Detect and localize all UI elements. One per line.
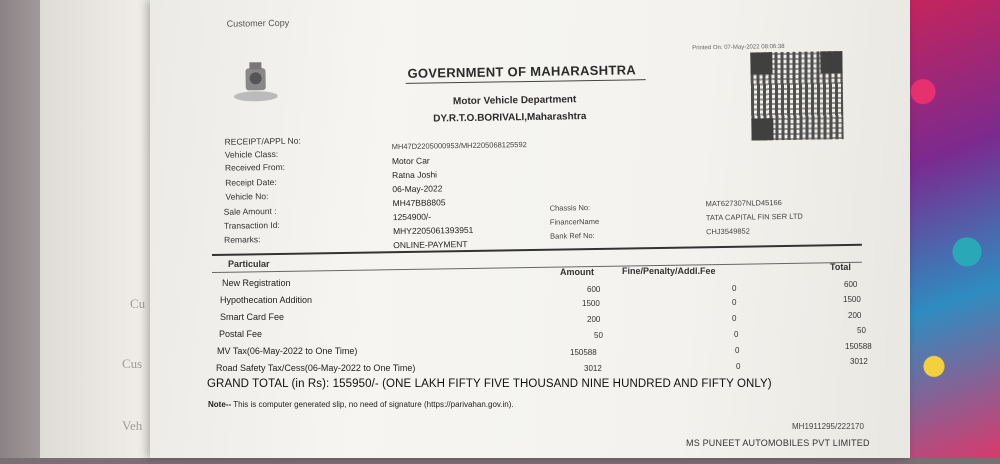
note-prefix: Note-- bbox=[208, 400, 232, 409]
particular-cell: Smart Card Fee bbox=[220, 312, 285, 322]
amount-cell: 200 bbox=[587, 315, 601, 324]
total-cell: 150588 bbox=[845, 342, 872, 351]
qr-code-icon bbox=[750, 51, 843, 140]
reference-number: MH1911295/222170 bbox=[792, 422, 864, 431]
vehicle-class-value: Motor Car bbox=[391, 155, 430, 167]
office-title: DY.R.T.O.BORIVALI,Maharashtra bbox=[433, 111, 587, 125]
total-cell: 50 bbox=[857, 326, 866, 335]
receipt-no-label: RECEIPT/APPL No: bbox=[224, 135, 301, 147]
computer-generated-note bbox=[208, 400, 514, 409]
chassis-no-label: Chassis No: bbox=[549, 203, 591, 213]
transaction-id-value: MHY2205061393951 bbox=[392, 224, 474, 237]
col-header-total: Total bbox=[830, 262, 851, 272]
fine-cell: 0 bbox=[732, 284, 737, 293]
particular-cell: Hypothecation Addition bbox=[220, 295, 313, 305]
remarks-value: ONLINE-PAYMENT bbox=[393, 238, 468, 251]
col-header-amount: Amount bbox=[560, 267, 594, 277]
transaction-id-label: Transaction Id: bbox=[223, 219, 280, 231]
receipt-no-value: MH47D2205000953/MH2205068125592 bbox=[391, 140, 527, 152]
chassis-no-value: MAT627307NLD45166 bbox=[705, 198, 782, 209]
receipt-date-value: 06-May-2022 bbox=[392, 183, 443, 195]
printed-on: Printed On: 07-May-2022 08:06:38 bbox=[692, 43, 785, 52]
particular-cell: New Registration bbox=[222, 278, 291, 288]
total-cell: 1500 bbox=[843, 295, 861, 304]
fine-cell: 0 bbox=[732, 298, 737, 307]
sale-amount-value: 1254900/- bbox=[392, 211, 432, 223]
financer-name-label: FinancerName bbox=[549, 216, 600, 227]
col-header-fine: Fine/Penalty/Addl.Fee bbox=[622, 266, 716, 276]
col-header-particular: Particular bbox=[228, 259, 270, 269]
received-from-value: Ratna Joshi bbox=[392, 169, 438, 181]
fine-cell: 0 bbox=[732, 314, 737, 323]
particular-cell: Postal Fee bbox=[219, 329, 263, 339]
vehicle-class-label: Vehicle Class: bbox=[224, 148, 279, 160]
fine-cell: 0 bbox=[735, 346, 740, 355]
vehicle-no-value: MH47BB8805 bbox=[392, 197, 446, 209]
dealer-name: MS PUNEET AUTOMOBILES PVT LIMITED bbox=[686, 438, 870, 448]
grand-total: GRAND TOTAL (in Rs): 155950/- (ONE LAKH FIFTY FIVE THOUSAND NINE HUNDRED AND FIFTY ONLY) bbox=[207, 378, 772, 390]
receipt-date-label: Receipt Date: bbox=[225, 176, 277, 188]
binder-text: Veh bbox=[122, 418, 143, 433]
receipt-paper bbox=[150, 0, 910, 458]
sale-amount-label: Sale Amount : bbox=[223, 205, 277, 217]
government-title: GOVERNMENT OF MAHARASHTRA bbox=[407, 62, 637, 81]
financer-name-value: TATA CAPITAL FIN SER LTD bbox=[705, 211, 803, 223]
bank-ref-label: Bank Ref No: bbox=[550, 230, 595, 241]
binder-text: Cus bbox=[122, 356, 143, 371]
copy-label: Customer Copy bbox=[226, 17, 290, 29]
total-cell: 200 bbox=[848, 311, 862, 320]
fine-cell: 0 bbox=[734, 330, 739, 339]
amount-cell: 1500 bbox=[582, 299, 600, 308]
bank-ref-value: CHJ3549852 bbox=[705, 226, 750, 237]
fine-cell: 0 bbox=[736, 362, 741, 371]
vehicle-no-label: Vehicle No: bbox=[225, 191, 269, 202]
particular-cell: Road Safety Tax/Cess(06-May-2022 to One Time) bbox=[216, 363, 416, 373]
amount-cell: 3012 bbox=[584, 364, 602, 373]
received-from-label: Received From: bbox=[224, 161, 286, 173]
note-text: This is computer generated slip, no need of signature (https://parivahan.gov.in). bbox=[231, 400, 514, 409]
binder-text: Cu bbox=[130, 296, 146, 311]
particular-cell: MV Tax(06-May-2022 to One Time) bbox=[217, 346, 358, 356]
total-cell: 600 bbox=[844, 280, 858, 289]
amount-cell: 600 bbox=[587, 285, 601, 294]
department-title: Motor Vehicle Department bbox=[452, 94, 577, 108]
remarks-label: Remarks: bbox=[224, 234, 261, 245]
amount-cell: 50 bbox=[594, 331, 603, 340]
state-emblem-icon bbox=[230, 56, 281, 107]
amount-cell: 150588 bbox=[570, 348, 597, 357]
total-cell: 3012 bbox=[850, 357, 868, 366]
